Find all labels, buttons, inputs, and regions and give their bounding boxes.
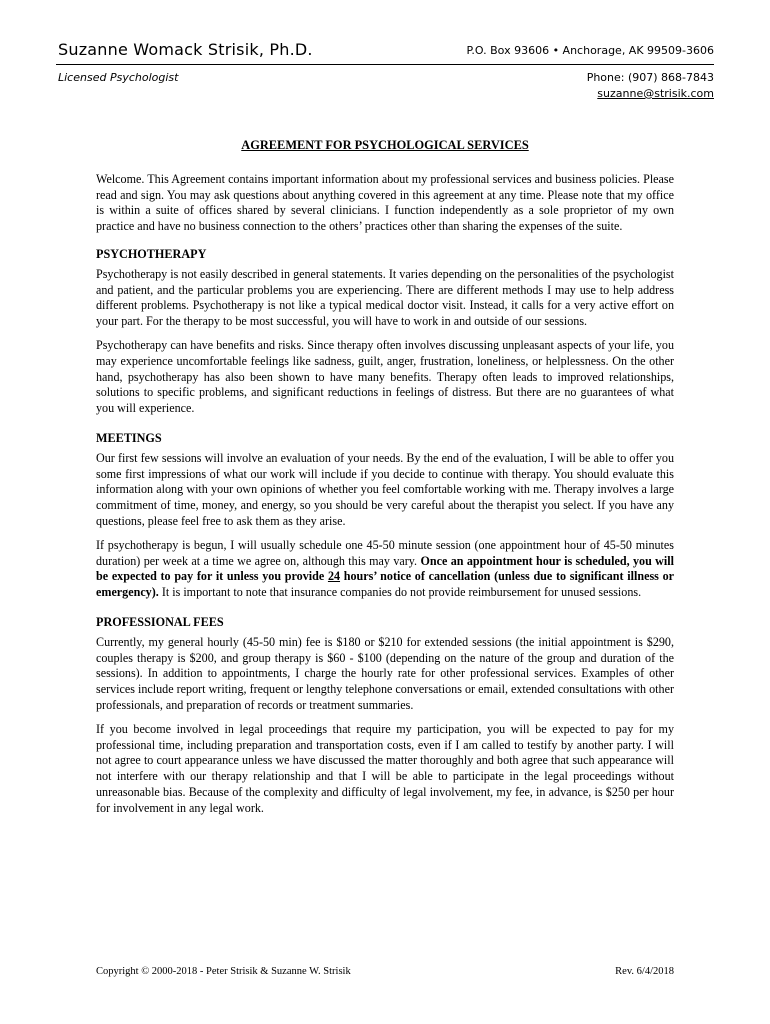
psychotherapy-paragraph-1: Psychotherapy is not easily described in general statements. It varies depending on the personalities of the psychologist and patient, and the particular problems you are experiencing. There are different methods I may use to help address different problems. Psychotherapy is not like a typical medical doctor visit. Instead, it calls for a very active effort on your part. For the therapy to be most successful, you will have to work in and outside of our sessions. xyxy=(96,266,674,329)
page-footer xyxy=(96,966,674,977)
cancellation-text-a: Once an appointment hour is scheduled, you will be expected to pay for it unless you provide xyxy=(96,553,674,584)
meetings-paragraph-1: Our first few sessions will involve an evaluation of your needs. By the end of the evaluation, I will be able to offer you some first impressions of what our work will include if you decide to continue with therapy. You should evaluate this information along with your own opinions of whether you feel comfortable working with me. Therapy involves a large commitment of time, money, and energy, so you should be very careful about the therapist you select. If you have any questions, please feel free to ask them as they arise. xyxy=(96,450,674,528)
welcome-paragraph: Welcome. This Agreement contains important information about my professional services and business policies. Please read and sign. You may ask questions about anything covered in this agreement at any time. Please note that my office is within a suite of offices shared by several clinicians. I function independently as a sole proprietor of my own practice and have no business connection to the others’ practices other than sharing the expenses of the suite. xyxy=(96,171,674,234)
meetings-paragraph-2 xyxy=(96,538,674,601)
letterhead-email[interactable]: suzanne@strisik.com xyxy=(597,87,714,100)
letterhead-address: P.O. Box 93606 • Anchorage, AK 99509-3606 xyxy=(466,44,714,57)
document-body xyxy=(96,138,674,824)
fees-paragraph-2: If you become involved in legal proceedings that require my participation, you will be expected to pay for my professional time, including preparation and transportation costs, even if I am called to testify by another party. I will not agree to court appearance unless we have discussed the matter thoroughly and both agree that such appearance will not interfere with our therapy relationship and that I will be able to participate in the legal proceedings without unreasonable bias. Because of the complexity and difficulty of legal involvement, my fee, in advance, is $250 per hour for involvement in any legal work. xyxy=(96,721,674,815)
meetings-p2-text-b: It is important to note that insurance companies do not provide reimbursement for unused sessions. xyxy=(158,585,642,600)
letterhead-divider xyxy=(56,64,714,65)
section-heading-psychotherapy: PSYCHOTHERAPY xyxy=(96,246,207,261)
letterhead-title: Licensed Psychologist xyxy=(58,71,179,84)
section-heading-meetings: MEETINGS xyxy=(96,430,162,445)
letterhead-name: Suzanne Womack Strisik, Ph.D. xyxy=(58,40,313,59)
psychotherapy-paragraph-2: Psychotherapy can have benefits and risks. Since therapy often involves discussing unpleasant aspects of your life, you may experience uncomfortable feelings like sadness, guilt, anger, frustration, loneliness, or helplessness. On the other hand, psychotherapy has also been shown to have many benefits. Therapy often leads to improved relationships, solutions to specific problems, and significant reductions in feelings of distress. But there are no guarantees of what you will experience. xyxy=(96,337,674,416)
fees-paragraph-1: Currently, my general hourly (45-50 min) fee is $180 or $210 for extended sessions (the initial appointment is $290, couples therapy is $200, and group therapy is $60 - $100 (depending on the nature of the group and duration of the sessions). In addition to appointments, I charge the hourly rate for other professional services. Examples of other services include report writing, frequent or lengthy telephone conversations or email, extended consultations with other professionals, and preparation of records or treatment summaries. xyxy=(96,634,674,712)
footer-revision: Rev. 6/4/2018 xyxy=(615,966,674,977)
cancellation-text-b: hours’ notice of cancellation (unless due to significant illness or emergency). xyxy=(96,569,674,600)
letterhead-phone: Phone: (907) 868-7843 xyxy=(586,71,714,84)
footer-copyright: Copyright © 2000-2018 - Peter Strisik & Suzanne W. Strisik xyxy=(96,966,351,977)
section-heading-professional-fees: PROFESSIONAL FEES xyxy=(96,614,224,629)
notice-hours: 24 xyxy=(327,569,341,584)
document-title: AGREEMENT FOR PSYCHOLOGICAL SERVICES xyxy=(241,138,529,152)
meetings-p2-text-a: If psychotherapy is begun, I will usually schedule one 45-50 minute session (one appointment hour of 45-50 minutes duration) per week at a time we agree on, although this may vary. xyxy=(96,537,674,568)
